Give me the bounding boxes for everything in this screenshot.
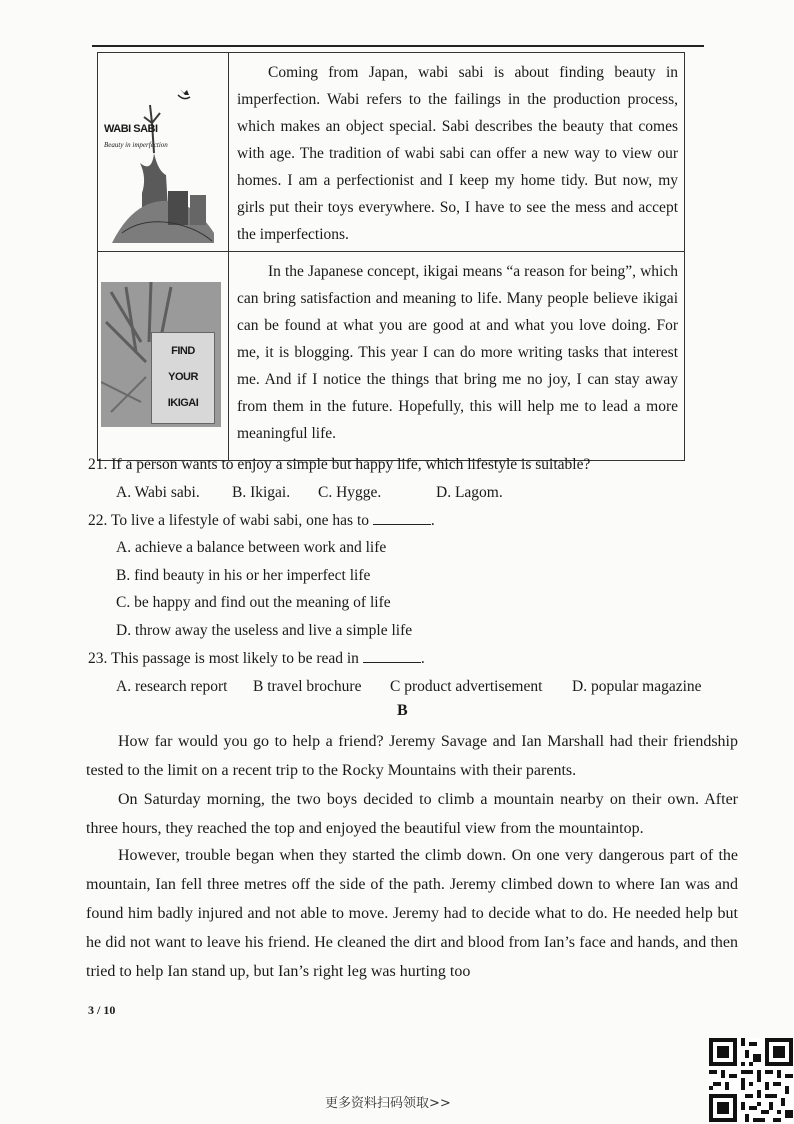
question-23-option-d: D. popular magazine — [572, 678, 702, 695]
question-22-blank — [373, 510, 431, 525]
question-23: 23. This passage is most likely to be read in . — [88, 650, 425, 667]
ikigai-sign — [151, 332, 215, 424]
question-22: 22. To live a lifestyle of wabi sabi, one has to . — [88, 512, 435, 529]
question-22-stem: 22. To live a lifestyle of wabi sabi, one has to — [88, 512, 370, 529]
wabi-sabi-image-cell — [98, 53, 229, 252]
question-22-option-c: C. be happy and find out the meaning of life — [116, 594, 391, 611]
wabi-sabi-text-cell — [229, 53, 685, 252]
question-21-option-d: D. Lagom. — [436, 484, 503, 501]
ikigai-picture — [101, 282, 221, 427]
question-21-option-c: C. Hygge. — [318, 484, 382, 501]
ikigai-paragraph: In the Japanese concept, ikigai means “a reason for being”, which can bring satisfaction and meaning to life. Many people believe ikigai can be found at what you are good at and what you love doing. For me, it is blogging. This year I can do more writing tasks that interest me. And if I notice the things that bring me no joy, I can stay away from them in the future. Hopefully, this will help me to lead a more meaningful life. — [237, 263, 678, 442]
wabi-sabi-image-caption: Beauty in imperfection — [104, 141, 168, 149]
wabi-sabi-picture — [102, 83, 220, 243]
ikigai-image-cell — [98, 252, 229, 461]
question-23-stem: 23. This passage is most likely to be read in — [88, 650, 359, 667]
question-23-option-c: C product advertisement — [390, 678, 543, 695]
question-23-option-a: A. research report — [116, 678, 228, 695]
ikigai-sign-line-3: IKIGAI — [167, 397, 199, 409]
footer-scan-prompt: 更多资料扫码领取>> — [325, 1096, 451, 1111]
section-b-paragraph-1: How far would you go to help a friend? Jeremy Savage and Ian Marshall had their friendship tested to the limit on a recent trip to the Rocky Mountains with their parents. — [86, 733, 738, 779]
qr-code-icon[interactable] — [709, 1038, 793, 1122]
question-22-option-b: B. find beauty in his or her imperfect life — [116, 567, 371, 584]
section-b-paragraph-2: On Saturday morning, the two boys decided to climb a mountain nearby on their own. After three hours, they reached the top and enjoyed the beautiful view from the mountaintop. — [86, 791, 738, 837]
section-b-heading: B — [397, 702, 408, 719]
question-21-option-b: B. Ikigai. — [232, 484, 291, 501]
wabi-sabi-illustration — [102, 83, 220, 243]
question-22-option-d: D. throw away the useless and live a simple life — [116, 622, 413, 639]
ikigai-sign-line-1: FIND — [171, 345, 195, 357]
question-22-option-a: A. achieve a balance between work and life — [116, 539, 387, 556]
top-rule — [92, 45, 704, 47]
question-21-option-a: A. Wabi sabi. — [116, 484, 200, 501]
page-number: 3 / 10 — [88, 1003, 116, 1017]
wabi-sabi-paragraph: Coming from Japan, wabi sabi is about finding beauty in imperfection. Wabi refers to the failings in the production process, which makes an object special. Sabi describes the beauty that comes with age. The tradition of wabi sabi can offer a new way to view our homes. I am a perfectionist and I keep my home tidy. But now, my girls put their toys everywhere. So, I have to see the mess and accept the imperfections. — [237, 64, 678, 243]
section-b-paragraph-3: However, trouble began when they started the climb down. On one very dangerous part of the mountain, Ian fell three metres off the side of the path. Jeremy climbed down to where Ian was and found him badly injured and not able to move. Jeremy had to decide what to do. He needed help but he did not want to leave his friend. He cleaned the dirt and blood from Ian’s face and hands, and then tried to help Ian stand up, but Ian’s right leg was hurting too — [86, 847, 738, 980]
wabi-sabi-image-title: WABI SABI — [104, 123, 158, 135]
wabi-sabi-row — [98, 53, 685, 252]
ikigai-sign-line-2: YOUR — [168, 371, 198, 383]
ikigai-row — [98, 252, 685, 461]
passage-table — [97, 52, 685, 461]
question-23-option-b: B travel brochure — [253, 678, 362, 695]
question-23-blank — [363, 648, 421, 663]
ikigai-text-cell — [229, 252, 685, 461]
question-21-stem: 21. If a person wants to enjoy a simple but happy life, which lifestyle is suitable? — [88, 456, 591, 473]
